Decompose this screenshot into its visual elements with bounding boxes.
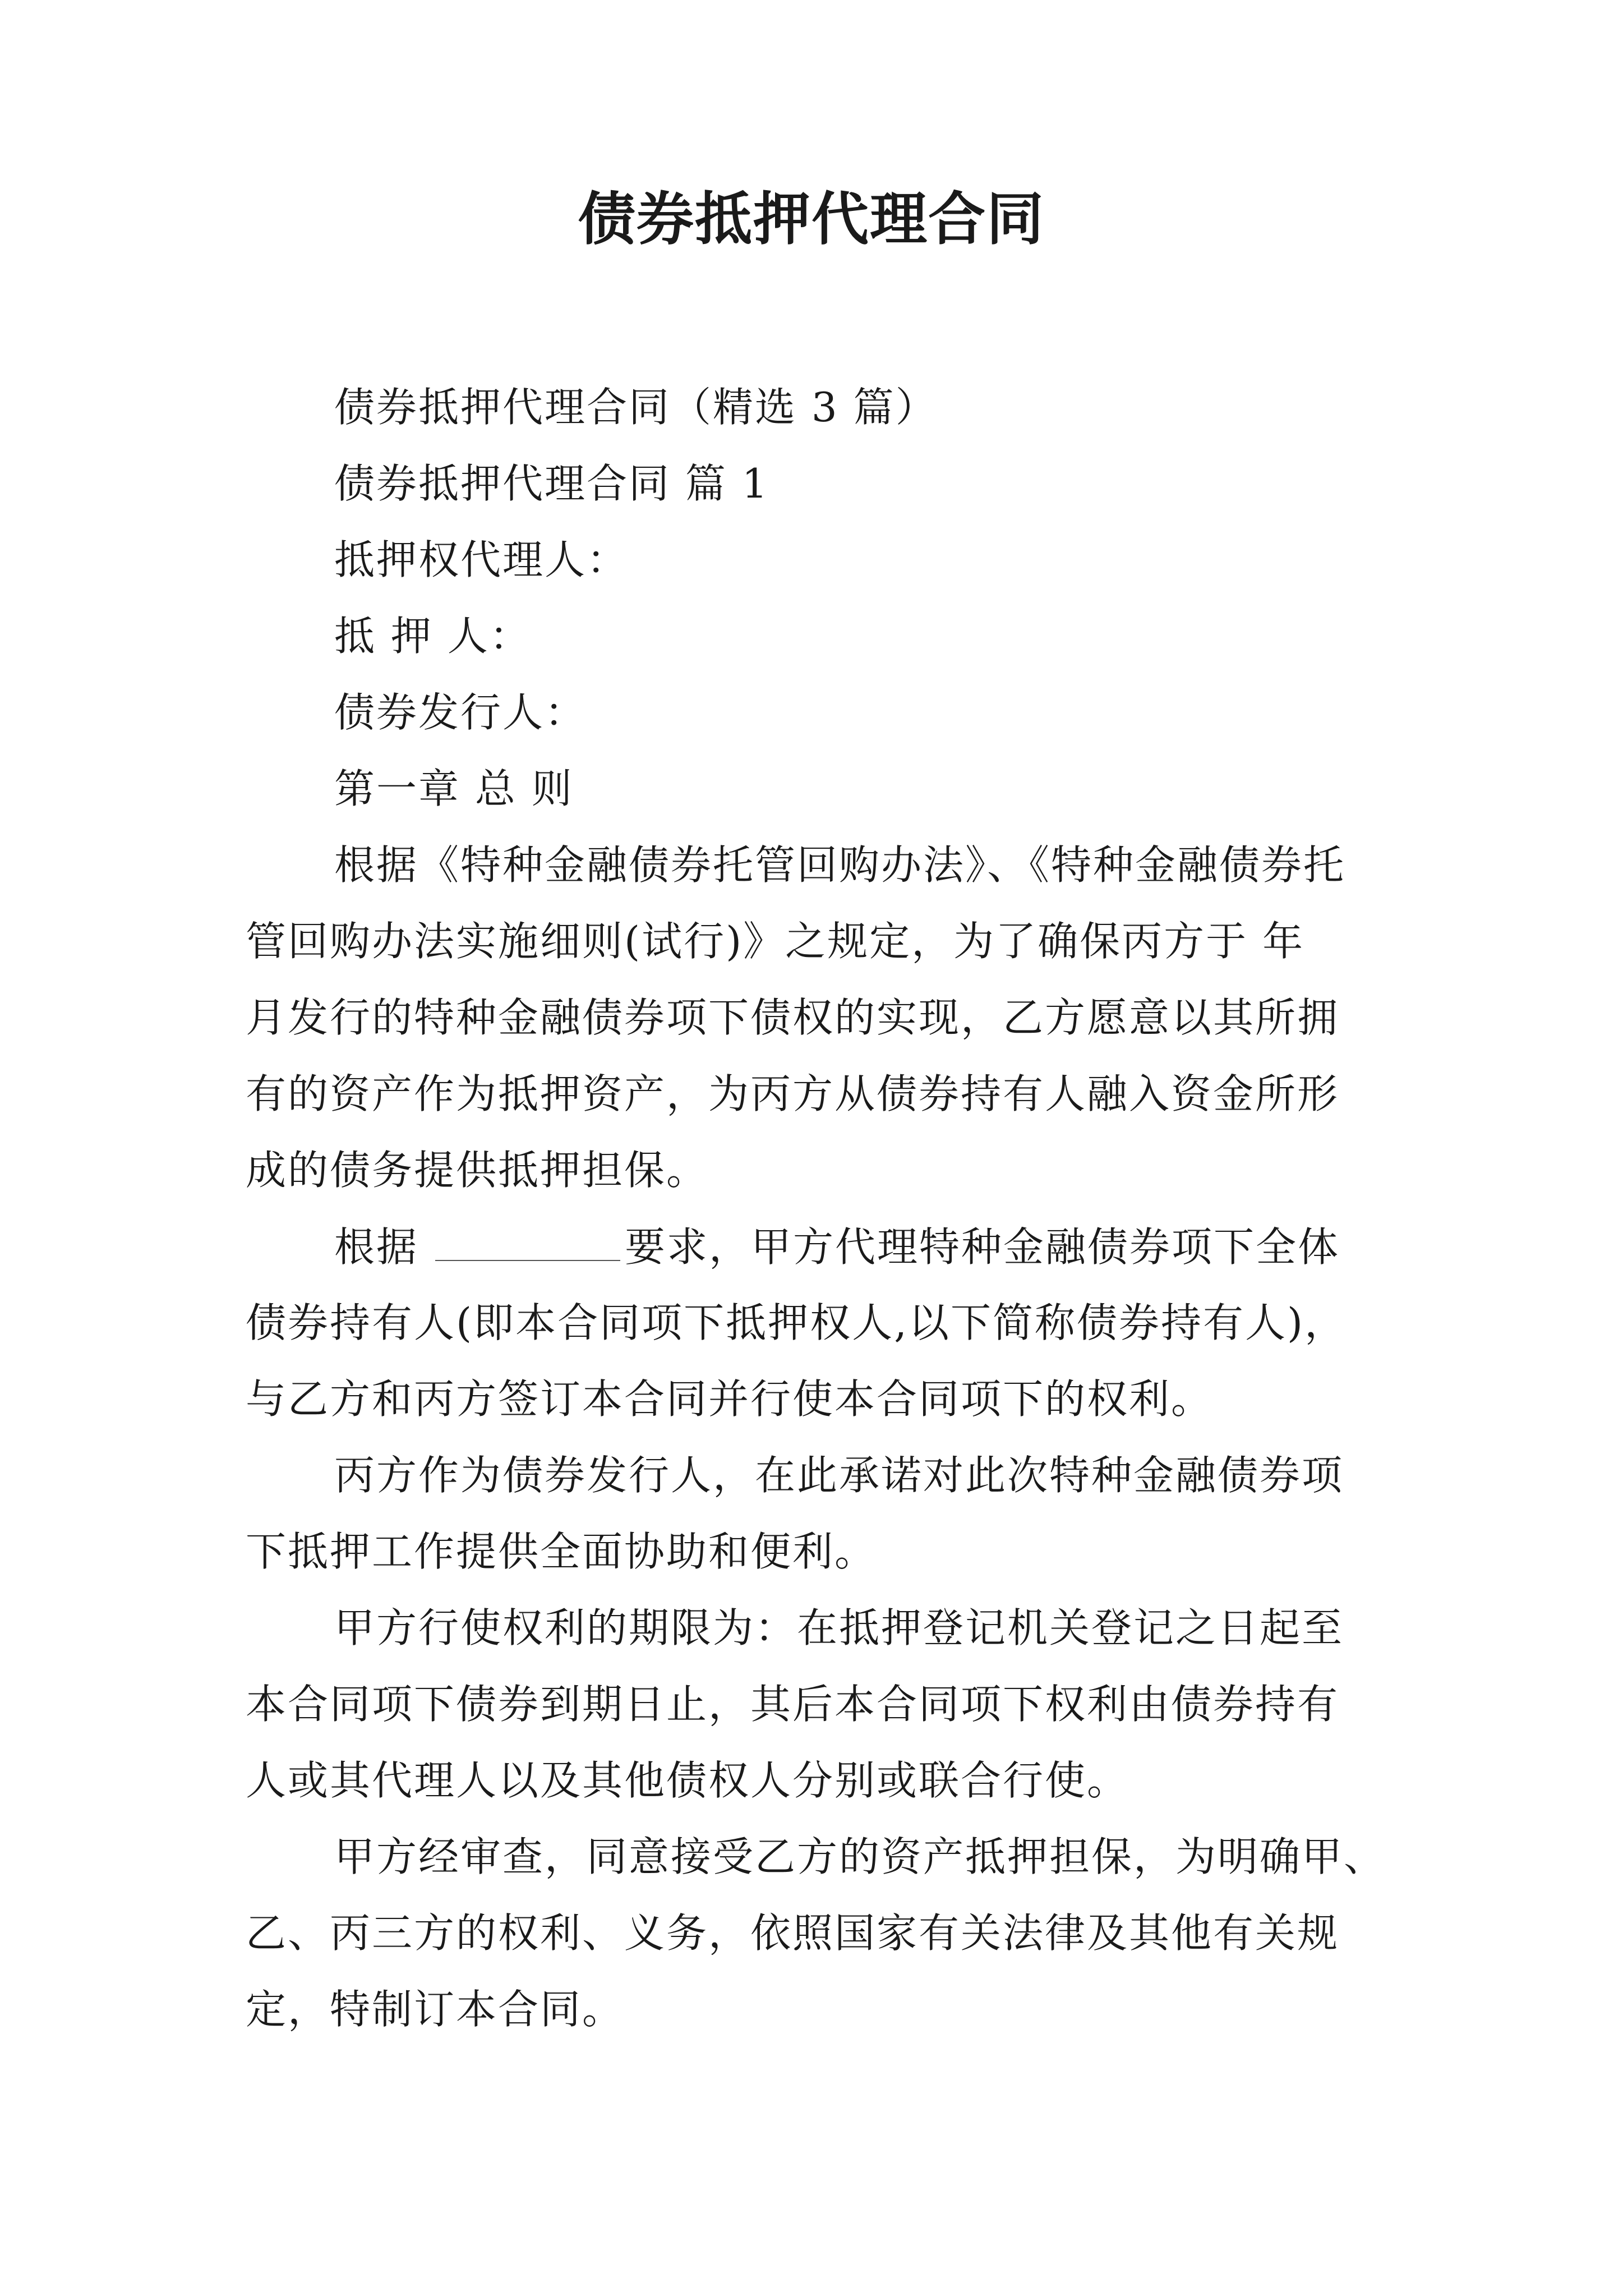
paragraph-text: 根据 <box>334 1223 419 1271</box>
paragraph-line: 有的资产作为抵押资产，为丙方从债券持有人融入资金所形 <box>246 1070 1340 1117</box>
section-heading: 债券抵押代理合同 篇 1 <box>334 460 769 507</box>
paragraph-line: 成的债务提供抵押担保。 <box>246 1147 709 1194</box>
paragraph-line: 甲方经审查，同意接受乙方的资产抵押担保，为明确甲、 <box>334 1833 1386 1880</box>
paragraph-line: 本合同项下债券到期日止，其后本合同项下权利由债券持有 <box>246 1681 1340 1728</box>
paragraph-line: 定，特制订本合同。 <box>246 1986 625 2033</box>
chapter-heading: 第一章 总 则 <box>334 765 574 812</box>
paragraph-line: 债券持有人(即本合同项下抵押权人,以下简称债券持有人)， <box>246 1299 1347 1346</box>
fill-in-blank <box>435 1226 620 1261</box>
paragraph-line-with-blank <box>334 1223 1340 1271</box>
field-mortgage-agent: 抵押权代理人： <box>334 536 629 583</box>
subtitle-line: 债券抵押代理合同（精选 3 篇） <box>334 384 938 431</box>
field-bond-issuer: 债券发行人： <box>334 689 587 736</box>
paragraph-line: 甲方行使权利的期限为：在抵押登记机关登记之日起至 <box>334 1604 1344 1651</box>
paragraph-line: 与乙方和丙方签订本合同并行使本合同项下的权利。 <box>246 1375 1214 1423</box>
paragraph-line: 管回购办法实施细则(试行)》之规定，为了确保丙方于 年 <box>246 918 1305 965</box>
paragraph-line: 月发行的特种金融债券项下债权的实现，乙方愿意以其所拥 <box>246 994 1340 1041</box>
paragraph-line: 下抵押工作提供全面协助和便利。 <box>246 1528 877 1575</box>
document-title: 债券抵押代理合同 <box>578 186 1045 253</box>
paragraph-line: 根据《特种金融债券托管回购办法》、《特种金融债券托 <box>334 841 1346 889</box>
paragraph-line: 人或其代理人以及其他债权人分别或联合行使。 <box>246 1757 1129 1804</box>
paragraph-line: 丙方作为债券发行人，在此承诺对此次特种金融债券项 <box>334 1452 1344 1499</box>
field-mortgagor: 抵 押 人： <box>334 613 532 660</box>
paragraph-line: 乙、丙三方的权利、义务，依照国家有关法律及其他有关规 <box>246 1910 1340 1957</box>
paragraph-text: 要求，甲方代理特种金融债券项下全体 <box>625 1223 1340 1271</box>
